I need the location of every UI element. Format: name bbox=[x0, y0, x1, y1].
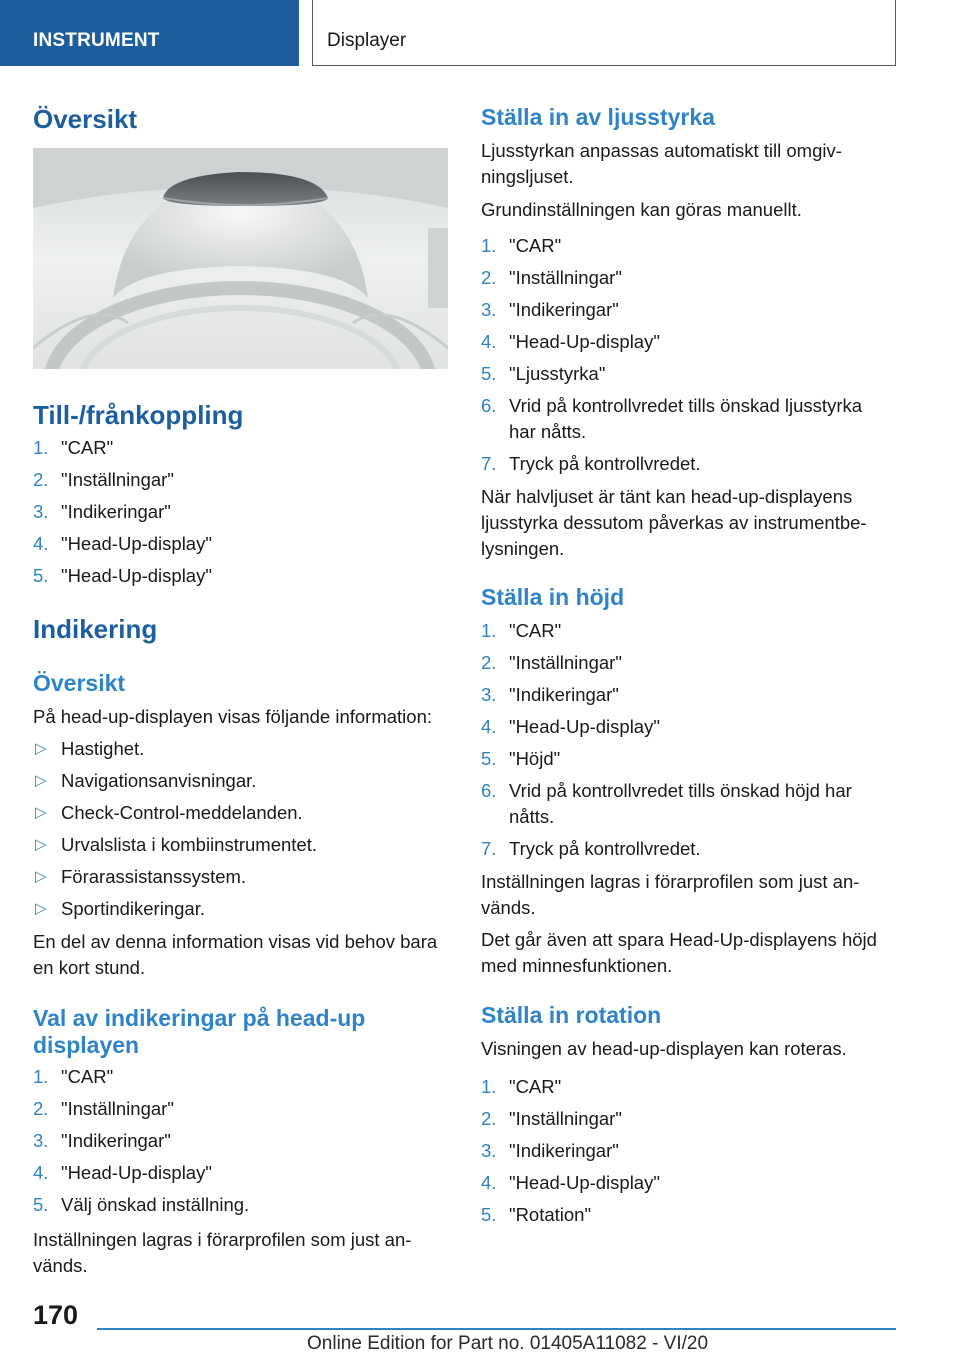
list-item: 5. "Head-Up-display" bbox=[33, 565, 212, 586]
list-item: 3. "Indikeringar" bbox=[33, 1130, 171, 1151]
oversikt-note: En del av denna information visas vid behov bara en kort stund. bbox=[33, 931, 438, 978]
heading-till-franspoppling: Till-/frånkoppling bbox=[33, 400, 244, 430]
subheading-rotation: Ställa in rotation bbox=[481, 1002, 662, 1028]
hojd-steps-list bbox=[481, 618, 893, 862]
ljus-note: När halvljuset är tänt kan head-up-displayens ljusstyrka dessutom påverkas av instrumentbelysningen. bbox=[481, 486, 867, 559]
list-item: 2. "Inställningar" bbox=[481, 267, 622, 288]
chapter-title-box bbox=[312, 0, 896, 66]
page-number: 170 bbox=[33, 1300, 79, 1330]
section-label: INSTRUMENT bbox=[33, 30, 160, 51]
list-item: 4. "Head-Up-display" bbox=[33, 533, 212, 554]
list-item: 7. Tryck på kontrollvredet. bbox=[481, 838, 701, 859]
list-item: 3. "Indikeringar" bbox=[33, 501, 171, 522]
till-steps-list bbox=[33, 435, 449, 589]
ljus-paragraph-2: Grundinställningen kan göras manuellt. bbox=[481, 199, 802, 220]
list-item: ▷ Urvalslista i kombiinstrumentet. bbox=[33, 832, 449, 858]
list-item: 6. Vrid på kontrollvredet tills önskad höjd har nåtts. bbox=[481, 780, 852, 827]
rotation-paragraph: Visningen av head-up-displayen kan roteras. bbox=[481, 1038, 847, 1059]
section-tab bbox=[0, 0, 299, 66]
chapter-title: Displayer bbox=[327, 30, 407, 51]
triangle-bullet-icon: ▷ bbox=[35, 900, 47, 917]
list-item: 4. "Head-Up-display" bbox=[481, 1172, 660, 1193]
ljus-steps-list bbox=[481, 233, 893, 477]
list-item: 2. "Inställningar" bbox=[33, 1098, 174, 1119]
heading-oversikt: Översikt bbox=[33, 104, 138, 134]
ljus-paragraph-1: Ljusstyrkan anpassas automatiskt till omgivningsljuset. bbox=[481, 140, 842, 187]
subheading-ljusstyrka: Ställa in av ljusstyrka bbox=[481, 104, 715, 130]
list-item: 4. "Head-Up-display" bbox=[33, 1162, 212, 1183]
edition-text: Online Edition for Part no. 01405A11082 - VI/20 bbox=[307, 1333, 709, 1354]
list-item: 1. "CAR" bbox=[481, 235, 562, 256]
triangle-bullet-icon: ▷ bbox=[35, 772, 47, 789]
list-item: 4. "Head-Up-display" bbox=[481, 716, 660, 737]
head-up-display-photo bbox=[33, 148, 448, 369]
list-item: 3. "Indikeringar" bbox=[481, 684, 619, 705]
val-note: Inställningen lagras i förarprofilen som just används. bbox=[33, 1229, 412, 1276]
page-header bbox=[0, 0, 960, 66]
rotation-steps-list bbox=[481, 1074, 893, 1228]
oversikt-items-list bbox=[33, 736, 449, 922]
triangle-bullet-icon: ▷ bbox=[35, 868, 47, 885]
list-item: 2. "Inställningar" bbox=[481, 1108, 622, 1129]
heading-indikering: Indikering bbox=[33, 614, 158, 644]
list-item: 5. "Ljusstyrka" bbox=[481, 363, 606, 384]
list-item: 2. "Inställningar" bbox=[481, 652, 622, 673]
list-item: 3. "Indikeringar" bbox=[481, 1140, 619, 1161]
list-item: 1. "CAR" bbox=[33, 437, 114, 458]
list-item: 7. Tryck på kontrollvredet. bbox=[481, 453, 701, 474]
list-item: 4. "Head-Up-display" bbox=[481, 331, 660, 352]
oversikt-intro: På head-up-displayen visas följande information: bbox=[33, 706, 433, 727]
hojd-note-1: Inställningen lagras i förarprofilen som just används. bbox=[481, 871, 860, 918]
list-item: ▷ Förarassistanssystem. bbox=[33, 864, 449, 890]
subheading-oversikt: Översikt bbox=[33, 670, 126, 696]
subheading-hojd: Ställa in höjd bbox=[481, 584, 625, 610]
list-item: 3. "Indikeringar" bbox=[481, 299, 619, 320]
triangle-bullet-icon: ▷ bbox=[35, 836, 47, 853]
list-item: ▷ Sportindikeringar. bbox=[33, 896, 449, 922]
list-item: 5. "Höjd" bbox=[481, 748, 561, 769]
list-item: 1. "CAR" bbox=[481, 1076, 562, 1097]
list-item: 1. "CAR" bbox=[33, 1066, 114, 1087]
list-item: ▷ Hastighet. bbox=[33, 736, 449, 762]
hojd-note-2: Det går även att spara Head-Up-displayens höjd med minnesfunktionen. bbox=[481, 929, 877, 976]
subheading-val-av-indikeringar: Val av indikeringar på head-up displayen bbox=[33, 1005, 366, 1058]
triangle-bullet-icon: ▷ bbox=[35, 740, 47, 757]
list-item: ▷ Navigationsanvisningar. bbox=[33, 768, 449, 794]
list-item: 6. Vrid på kontrollvredet tills önskad ljusstyrka har nåtts. bbox=[481, 395, 863, 442]
triangle-bullet-icon: ▷ bbox=[35, 804, 47, 821]
footer-divider bbox=[97, 1328, 896, 1330]
list-item: 2. "Inställningar" bbox=[33, 469, 174, 490]
list-item: 5. "Rotation" bbox=[481, 1204, 592, 1225]
list-item: 5. Välj önskad inställning. bbox=[33, 1194, 250, 1215]
list-item: ▷ Check-Control-meddelanden. bbox=[33, 800, 449, 826]
list-item: 1. "CAR" bbox=[481, 620, 562, 641]
val-steps-list bbox=[33, 1064, 449, 1218]
hud-illustration bbox=[33, 148, 448, 369]
